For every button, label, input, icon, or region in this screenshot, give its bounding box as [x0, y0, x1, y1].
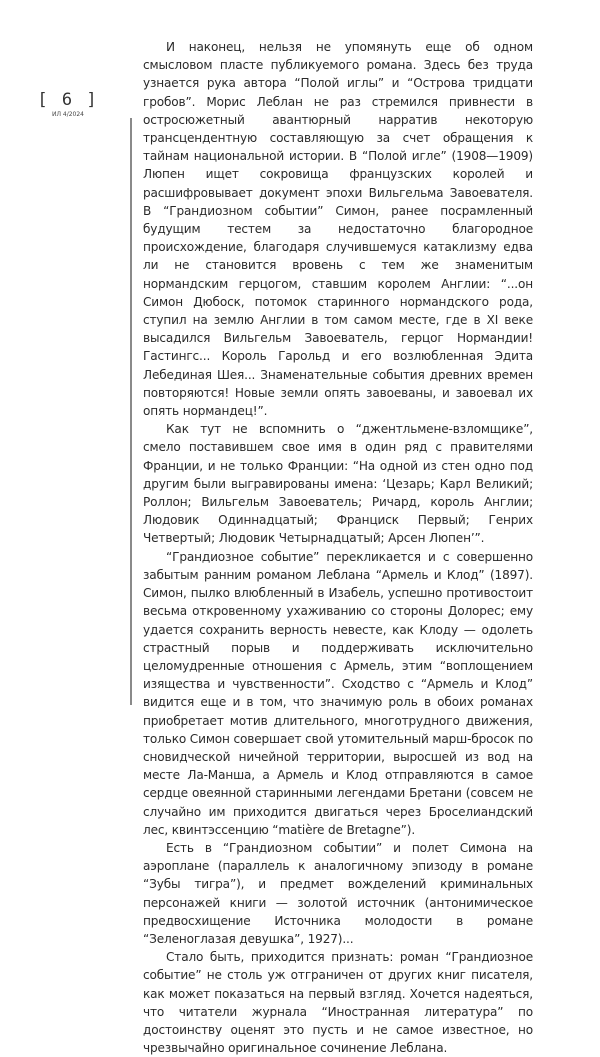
page-number: [ 6 ]	[37, 90, 99, 110]
article-body	[143, 38, 533, 1057]
paragraph: “Грандиозное событие” перекликается и с совершенно забытым ранним романом Леблана “Армель и Клод” (1897). Симон, пылко влюбленный в Изабель, успешно противостоит весьма откровенному ухаживанию со стороны Долорес; ему удается сохранить верность невесте, как Клоду — одолеть страстный порыв и поддерживать исключительно целомудренные отношения с Армель, этим “воплощением изящества и чувственности”. Сходство с “Армель и Клод” видится еще и в том, что значимую роль в обоих романах приобретает мотив длительного, многотрудного движения, только Симон совершает свой утомительный марш-бросок по сновидческой ничейной территории, выросшей из вод на месте Ла-Манша, а Армель и Клод отправляются в самое сердце овеянной старинными легендами Бретани (совсем не случайно им приходится двигаться через Броселиандский лес, квинтэссенцию “matière de Bretagne”).	[143, 549, 533, 837]
margin-rule	[130, 118, 132, 705]
paragraph: Есть в “Грандиозном событии” и полет Симона на аэроплане (параллель к аналогичному эпизоду в романе “Зубы тигра”), и предмет вожделений криминальных персонажей книги — золотой источник (антонимическое предвосхищение Источника молодости в романе “Зеленоглазая девушка”, 1927)...	[143, 840, 533, 946]
paragraph: И наконец, нельзя не упомянуть еще об одном смысловом пласте публикуемого романа. Здесь без труда узнается рука автора “Полой иглы” и “Острова тридцати гробов”. Морис Леблан не раз стремился привнести в остросюжетный авантюрный нарратив некоторую трансцендентную составляющую за счет обращения к тайнам национальной истории. В “Полой игле” (1908—1909) Люпен ищет сокровища французских королей и расшифровывает документ эпохи Вильгельма Завоевателя. В “Грандиозном событии” Симон, ранее посрамленный будущим тестем за недостаточно благородное происхождение, благодаря случившемуся катаклизму едва ли не становится вровень с тем же знаменитым нормандским герцогом, ставшим королем Англии: “...он Симон Дюбоск, потомок старинного нормандского рода, ступил на землю Англии в том самом месте, где в XI веке высадился Вильгельм Завоеватель, герцог Нормандии! Гастингс... Король Гарольд и его возлюбленная Эдита Лебединая Шея... Знаменательные события древних времен повторяются! Новые земли опять завоеваны, и завоевал их опять нормандец!”.	[143, 40, 533, 419]
issue-label: ИЛ 4/2024	[51, 111, 84, 118]
paragraph: Стало быть, приходится признать: роман “Грандиозное событие” не столь уж отграничен от других книг писателя, как может показаться на первый взгляд. Хочется надеяться, что читатели журнала “Иностранная литература” по достоинству оценят это пусть и не самое известное, но чрезвычайно оригинальное сочинение Леблана.	[143, 950, 533, 1056]
paragraph: Как тут не вспомнить о “джентльмене-взломщике”, смело поставившем свое имя в один ряд с правителями Франции, и не только Франции: “На одной из стен одно под другим были выгравированы имена: ‘Цезарь; Карл Великий; Роллон; Вильгельм Завоеватель; Ричард, король Англии; Людовик Одиннадцатый; Франциск Первый; Генрих Четвертый; Людовик Четырнадцатый; Арсен Люпен’”.	[143, 422, 533, 546]
